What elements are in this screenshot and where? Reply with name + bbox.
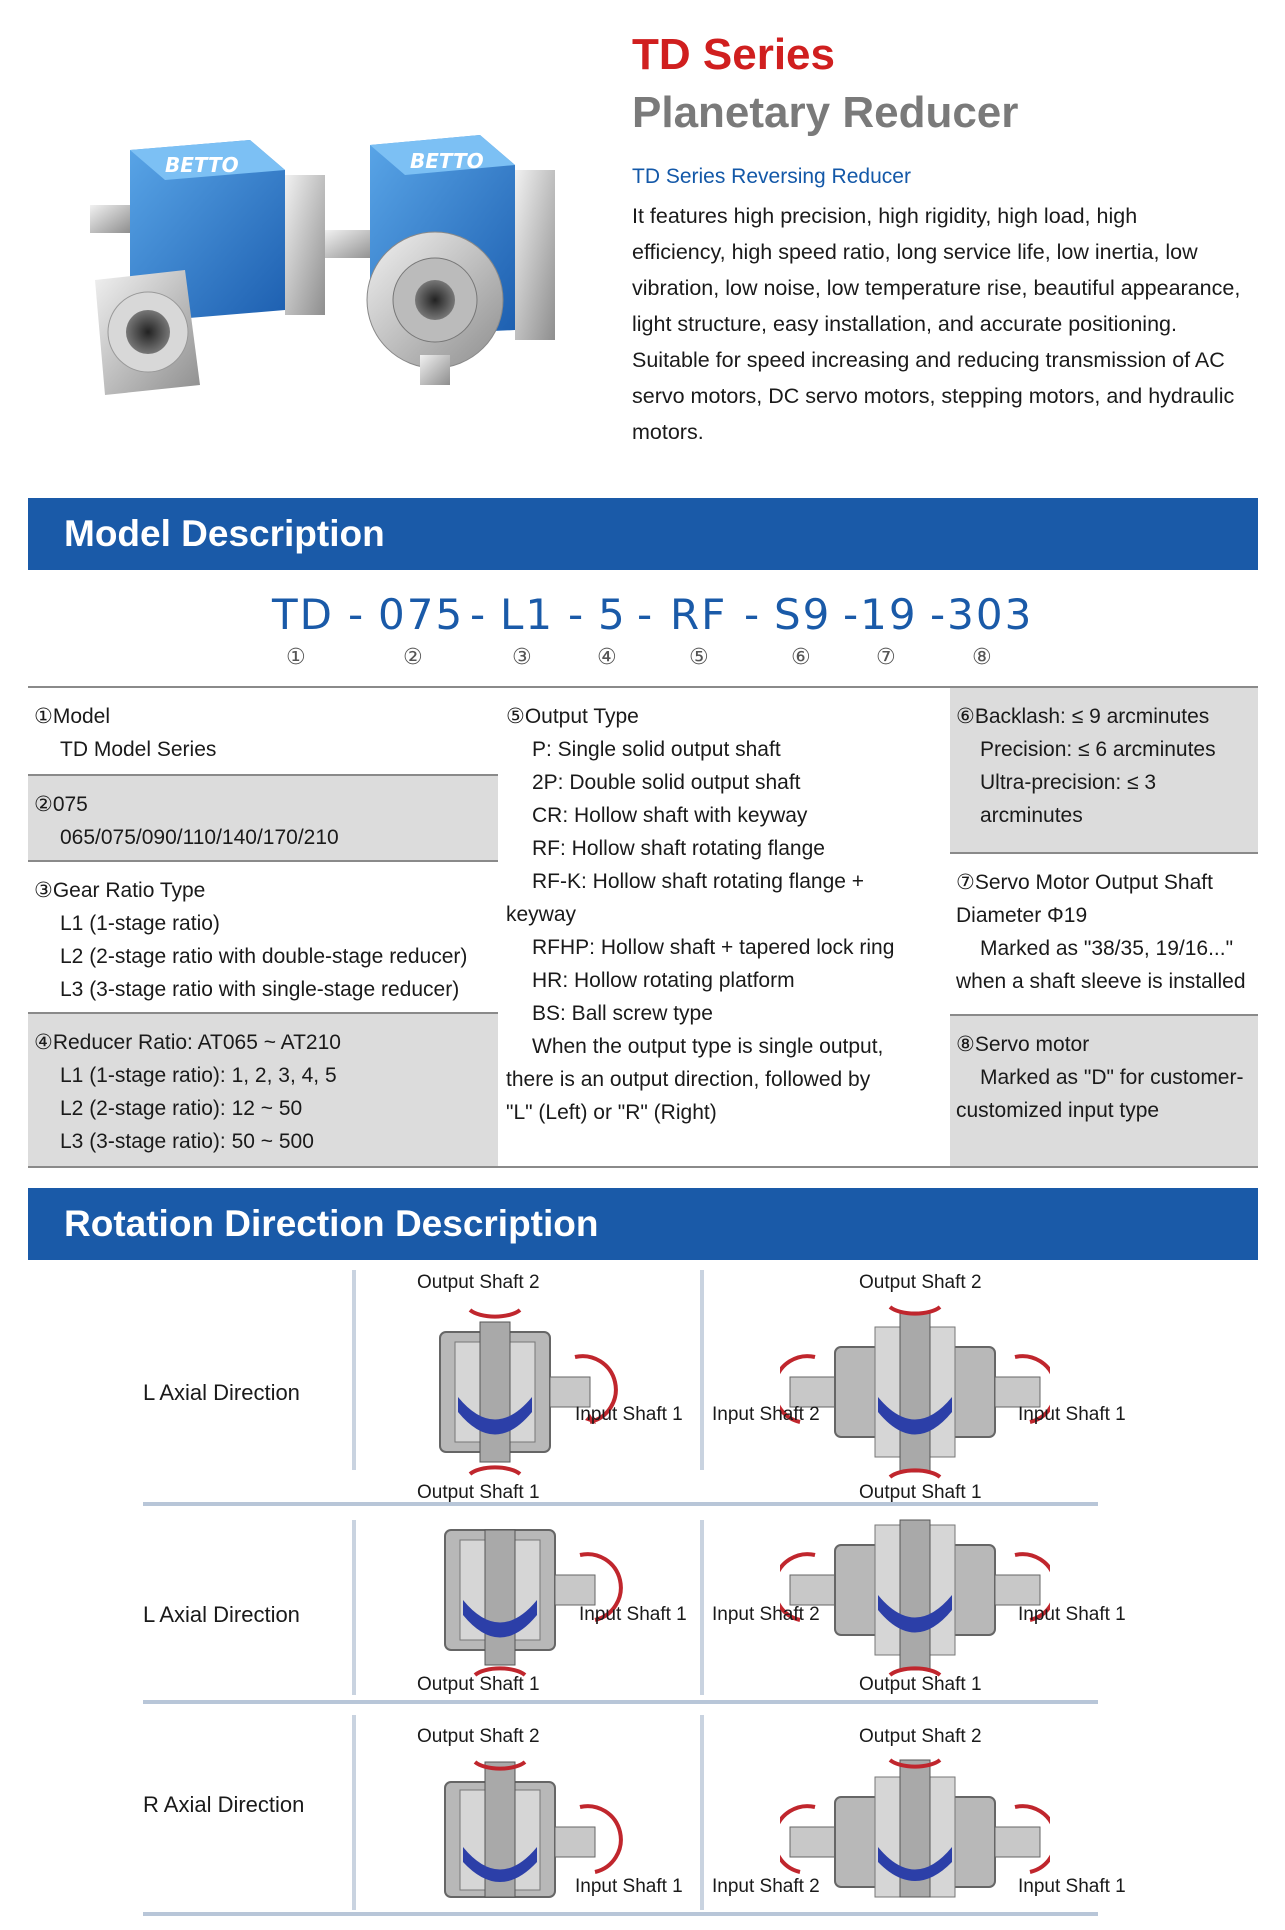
label-input-shaft-1: Input Shaft 1 — [1018, 1604, 1126, 1625]
spec-line: 065/075/090/110/140/170/210 — [60, 826, 339, 849]
label-output-shaft-2: Output Shaft 2 — [859, 1272, 982, 1293]
diagram-double-gearbox — [780, 1515, 1050, 1680]
label-input-shaft-2: Input Shaft 2 — [712, 1404, 820, 1425]
gearbox-right — [367, 135, 555, 385]
label-input-shaft-1: Input Shaft 1 — [575, 1876, 683, 1897]
title-product: Planetary Reducer — [632, 88, 1019, 137]
label-output-shaft-1: Output Shaft 1 — [417, 1674, 540, 1695]
spec-cell-gear-ratio — [28, 862, 498, 1012]
code-part: - — [637, 590, 655, 639]
grid-row-rule — [143, 1912, 1098, 1916]
section-header-rotation — [28, 1188, 1258, 1260]
spec-line: HR: Hollow rotating platform — [532, 969, 795, 992]
code-index: ③ — [512, 644, 532, 669]
code-part: RF — [670, 590, 728, 639]
spec-heading: ②075 — [34, 793, 88, 816]
label-input-shaft-2: Input Shaft 2 — [712, 1876, 820, 1897]
intro-line: motors. — [632, 420, 704, 444]
spec-cell-reducer-ratio — [28, 1014, 498, 1166]
subtitle: TD Series Reversing Reducer — [632, 165, 911, 188]
label-input-shaft-1: Input Shaft 1 — [575, 1404, 683, 1425]
spec-cell-backlash — [950, 688, 1258, 852]
section-title: Rotation Direction Description — [64, 1203, 599, 1244]
diagram-double-gearbox — [780, 1752, 1050, 1902]
code-part: - — [470, 590, 488, 639]
label-output-shaft-1: Output Shaft 1 — [859, 1482, 982, 1503]
grid-divider — [700, 1270, 704, 1470]
product-photo — [70, 120, 590, 460]
code-part: TD — [272, 590, 334, 639]
spec-line: when a shaft sleeve is installed — [956, 970, 1246, 993]
spec-line: customized input type — [956, 1099, 1160, 1122]
diagram-single-gearbox — [420, 1302, 620, 1482]
spec-line: L2 (2-stage ratio with double-stage reducer) — [60, 945, 468, 968]
brand-logo-left: BETTO — [165, 153, 239, 177]
section-title: Model Description — [64, 513, 385, 554]
code-part: 075 — [378, 590, 465, 639]
brand-logo-right: BETTO — [410, 149, 484, 173]
label-input-shaft-2: Input Shaft 2 — [712, 1604, 820, 1625]
intro-line: efficiency, high speed ratio, long service life, low inertia, low — [632, 240, 1198, 264]
spec-line: BS: Ball screw type — [532, 1002, 713, 1025]
spec-line: L3 (3-stage ratio with single-stage reducer) — [60, 978, 460, 1001]
intro-line: light structure, easy installation, and accurate positioning. — [632, 312, 1177, 336]
grid-divider — [352, 1270, 356, 1470]
code-part: -19 — [843, 590, 918, 639]
row-label: R Axial Direction — [143, 1792, 305, 1817]
label-output-shaft-2: Output Shaft 2 — [417, 1272, 540, 1293]
label-output-shaft-1: Output Shaft 1 — [417, 1482, 540, 1503]
gearbox-left — [90, 140, 375, 395]
code-index: ① — [286, 644, 306, 669]
grid-divider — [700, 1715, 704, 1910]
spec-heading: ③Gear Ratio Type — [34, 879, 206, 902]
intro-line: It features high precision, high rigidity, high load, high — [632, 204, 1138, 228]
spec-heading: ⑤Output Type — [506, 705, 639, 728]
hero-section — [0, 0, 1285, 470]
spec-cell-motor-shaft — [950, 854, 1258, 1014]
spec-line: keyway — [506, 903, 577, 926]
code-part: S9 — [774, 590, 832, 639]
spec-heading: ⑥Backlash: ≤ 9 arcminutes — [956, 705, 1210, 728]
label-input-shaft-1: Input Shaft 1 — [1018, 1876, 1126, 1897]
spec-line: P: Single solid output shaft — [532, 738, 781, 761]
spec-heading: ①Model — [34, 705, 111, 728]
spec-line: Marked as "38/35, 19/16..." — [980, 937, 1234, 960]
code-part: -303 — [930, 590, 1034, 639]
spec-line: "L" (Left) or "R" (Right) — [506, 1101, 717, 1124]
code-part: - — [348, 590, 366, 639]
spec-line: TD Model Series — [60, 738, 217, 761]
code-index: ⑧ — [972, 644, 992, 669]
spec-line: CR: Hollow shaft with keyway — [532, 804, 808, 827]
spec-cell-output-type — [500, 688, 948, 1166]
spec-cell-size — [28, 776, 498, 860]
spec-line: RFHP: Hollow shaft + tapered lock ring — [532, 936, 895, 959]
spec-line: there is an output direction, followed by — [506, 1068, 871, 1091]
spec-line: L1 (1-stage ratio) — [60, 912, 220, 935]
spec-line: When the output type is single output, — [532, 1035, 884, 1058]
grid-row-rule — [143, 1700, 1098, 1704]
section-header-model — [28, 498, 1258, 570]
code-part: 5 — [598, 590, 627, 639]
code-part: - — [568, 590, 586, 639]
intro-line: servo motors, DC servo motors, stepping motors, and hydraulic — [632, 384, 1235, 408]
code-index: ② — [403, 644, 423, 669]
title-series: TD Series — [632, 30, 835, 79]
diagram-single-gearbox — [425, 1515, 625, 1680]
spec-line: Ultra-precision: ≤ 3 arcminutes — [980, 771, 1157, 827]
spec-table — [28, 686, 1258, 1168]
spec-line: L2 (2-stage ratio): 12 ~ 50 — [60, 1097, 303, 1120]
table-rule — [28, 1166, 1258, 1168]
spec-heading: ⑧Servo motor — [956, 1033, 1090, 1056]
row-label: L Axial Direction — [143, 1602, 300, 1627]
intro-line: vibration, low noise, low temperature rise, beautiful appearance, — [632, 276, 1241, 300]
code-index: ⑥ — [791, 644, 811, 669]
intro-paragraph — [632, 198, 1262, 450]
spec-line: RF: Hollow shaft rotating flange — [532, 837, 825, 860]
grid-divider — [700, 1520, 704, 1695]
spec-heading: ⑦Servo Motor Output Shaft — [956, 871, 1213, 894]
spec-heading: ④Reducer Ratio: AT065 ~ AT210 — [34, 1031, 341, 1054]
spec-line: L1 (1-stage ratio): 1, 2, 3, 4, 5 — [60, 1064, 337, 1087]
label-output-shaft-1: Output Shaft 1 — [859, 1674, 982, 1695]
spec-line: L3 (3-stage ratio): 50 ~ 500 — [60, 1130, 314, 1153]
spec-line: 2P: Double solid output shaft — [532, 771, 801, 794]
label-input-shaft-1: Input Shaft 1 — [579, 1604, 687, 1625]
grid-divider — [352, 1715, 356, 1910]
code-index: ④ — [597, 644, 617, 669]
code-part: - — [744, 590, 762, 639]
spec-line: Marked as "D" for customer- — [980, 1066, 1244, 1089]
row-label: L Axial Direction — [143, 1380, 300, 1405]
label-output-shaft-2: Output Shaft 2 — [859, 1726, 982, 1747]
code-index: ⑦ — [876, 644, 896, 669]
spec-cell-model — [28, 688, 498, 774]
code-index: ⑤ — [689, 644, 709, 669]
label-output-shaft-2: Output Shaft 2 — [417, 1726, 540, 1747]
spec-cell-servo-motor — [950, 1016, 1258, 1166]
spec-line: RF-K: Hollow shaft rotating flange + — [532, 870, 865, 893]
label-input-shaft-1: Input Shaft 1 — [1018, 1404, 1126, 1425]
spec-line: Diameter Φ19 — [956, 904, 1088, 927]
spec-line: Precision: ≤ 6 arcminutes — [980, 738, 1216, 761]
code-part: L1 — [500, 590, 555, 639]
grid-divider — [352, 1520, 356, 1695]
intro-line: Suitable for speed increasing and reducing transmission of AC — [632, 348, 1225, 372]
diagram-double-gearbox — [780, 1302, 1050, 1482]
